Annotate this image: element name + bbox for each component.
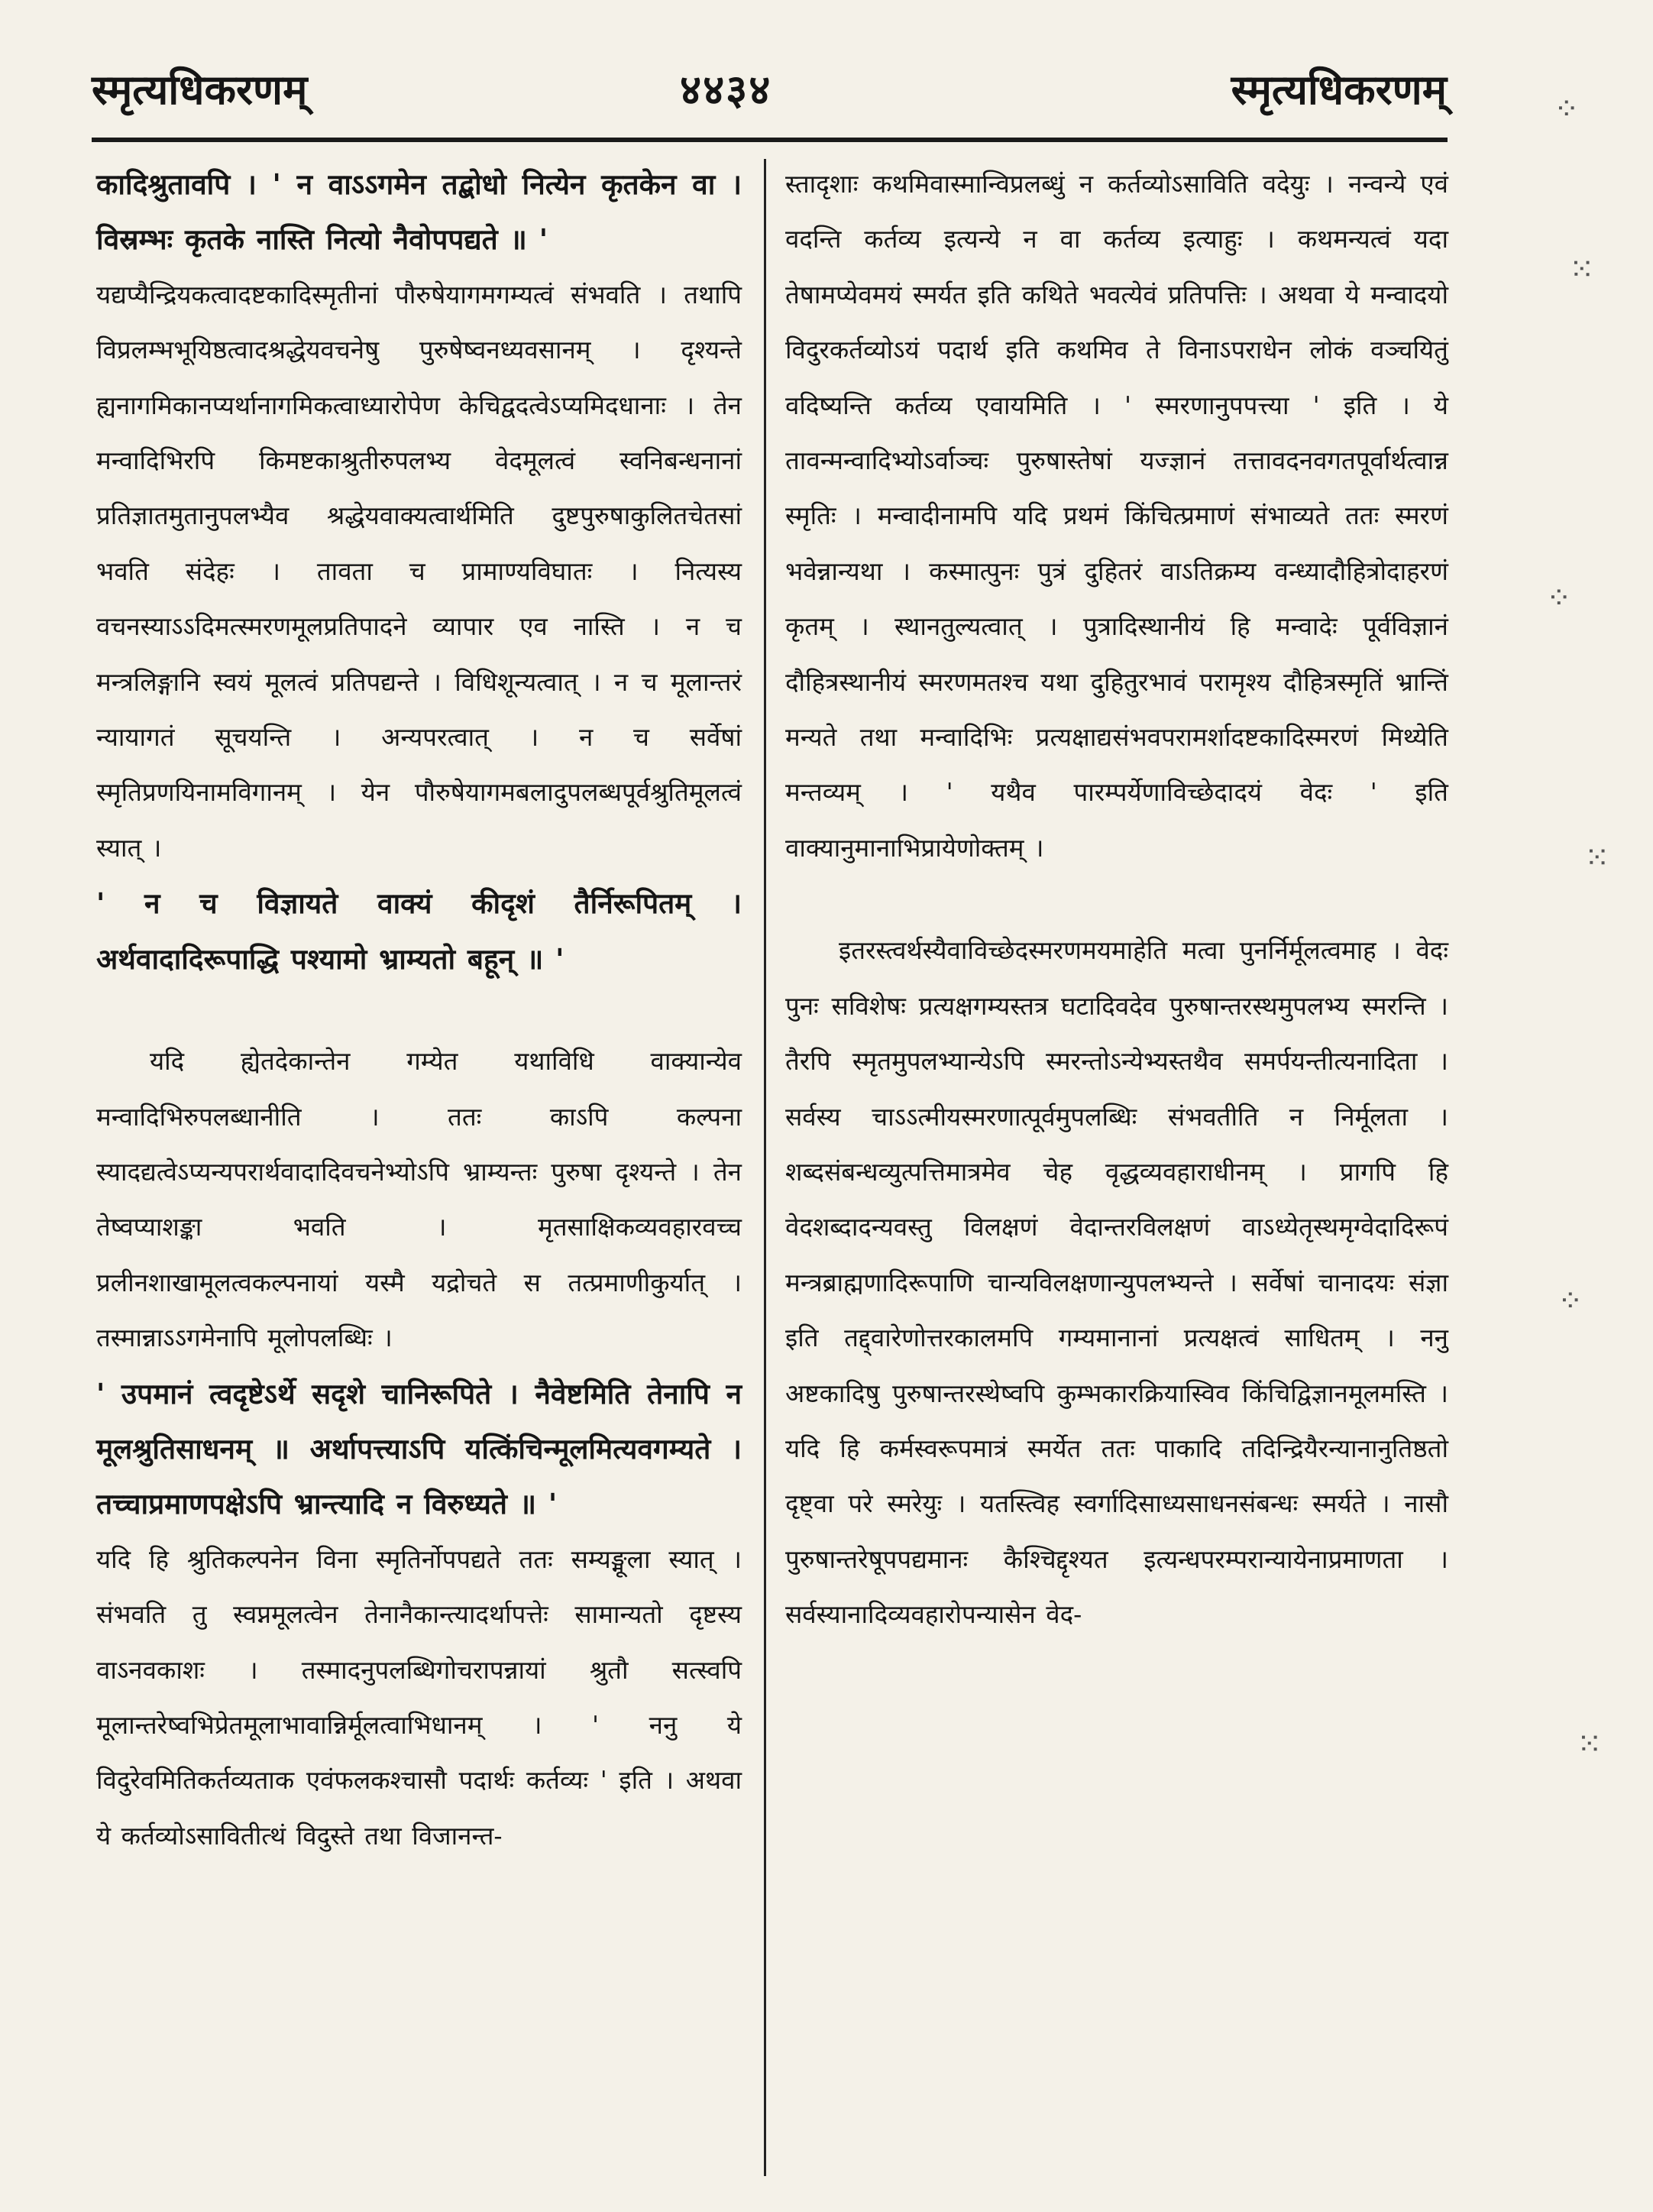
paragraph-gap xyxy=(785,876,1448,923)
scan-speck: ⁙ xyxy=(1569,252,1595,287)
right-column xyxy=(785,157,1448,1643)
scan-speck: ⁘ xyxy=(1554,92,1580,127)
verse-paragraph: कादिश्रुतावपि । ' न वाऽऽगमेन तद्बोधो नित्येन कृतकेन वा । विस्रम्भः कृतके नास्ति नित्यो नैवोपपद्यते ॥ ' xyxy=(96,167,742,257)
prose-paragraph: स्तादृशाः कथमिवास्मान्विप्रलब्धुं न कर्तव्योऽसाविति वदेयुः । नन्वन्ये एवं वदन्ति कर्तव्य इत्यन्ये न वा कर्तव्य इत्याहुः । कथमन्यत्वं यदा तेषामप्येवमयं स्मर्यत इति कथिते भवत्येवं प्रतिपत्तिः । अथवा ये मन्वादयो विदुरकर्तव्योऽयं पदार्थ इति कथमिव ते विनाऽपराधेन लोकं वञ्चयितुं वदिष्यन्ति कर्तव्य एवायमिति । ' स्मरणानुपपत्त्या ' इति । ये तावन्मन्वादिभ्योऽर्वाञ्चः पुरुषास्तेषां यज्ज्ञानं तत्तावदनवगतपूर्वार्थत्वान्न स्मृतिः । मन्वादीनामपि यदि प्रथमं किंचित्प्रमाणं संभाव्यते ततः स्मरणं भवेन्नान्यथा । कस्मात्पुनः पुत्रं दुहितरं वाऽतिक्रम्य वन्ध्यादौहित्रोदाहरणं कृतम् । स्थानतुल्यत्वात् । पुत्रादिस्थानीयं हि मन्वादेः पूर्वविज्ञानं दौहित्रस्थानीयं स्मरणमतश्च यथा दुहितुरभावं परामृश्य दौहित्रस्मृतिं भ्रान्तिं मन्यते तथा मन्वादिभिः प्रत्यक्षाद्यसंभवपरामर्शादष्टकादिस्मरणं मिथ्येति मन्तव्यम् । ' यथैव पारम्पर्येणाविच्छेदादयं वेदः ' इति वाक्यानुमानाभिप्रायेणोक्तम् । xyxy=(785,169,1448,863)
column-divider xyxy=(764,159,766,2176)
verse-paragraph: ' उपमानं त्वदृष्टेऽर्थे सदृशे चानिरूपिते । नैवेष्टमिति तेनापि न मूलश्रुतिसाधनम् ॥ अर्थापत्त्याऽपि यत्किंचिन्मूलमित्यवगम्यते । तच्चाप्रमाणपक्षेऽपि भ्रान्त्यादि न विरुध्यते ॥ ' xyxy=(96,1376,742,1521)
page-number: ४४३४ xyxy=(680,65,772,114)
scan-speck: ⁘ xyxy=(1558,1284,1583,1319)
header-rule xyxy=(92,138,1448,142)
scan-speck: ⁙ xyxy=(1577,1727,1603,1762)
scan-speck: ⁘ xyxy=(1546,581,1572,616)
verse-paragraph: ' न च विज्ञायते वाक्यं कीदृशं तैर्निरूपितम् । अर्थवादादिरूपाद्धि पश्यामो भ्राम्यतो बहून् ॥ ' xyxy=(96,886,742,976)
prose-paragraph: यद्यप्यैन्द्रियकत्वादष्टकादिस्मृतीनां पौरुषेयागमगम्यत्वं संभवति । तथापि विप्रलम्भभूयिष्ठत्वादश्रद्धेयवचनेषु पुरुषेष्वनध्यवसानम् । दृश्यन्ते ह्यनागमिकानप्यर्थानागमिकत्वाध्यारोपेण केचिद्वदत्वेऽप्यमिदधानाः । तेन मन्वादिभिरपि किमष्टकाश्रुतीरुपलभ्य वेदमूलत्वं स्वनिबन्धनानां प्रतिज्ञातमुतानुपलभ्यैव श्रद्धेयवाक्यत्वार्थमिति दुष्टपुरुषाकुलितचेतसां भवति संदेहः । तावता च प्रामाण्यविघातः । नित्यस्य वचनस्याऽऽदिमत्स्मरणमूलप्रतिपादने व्यापार एव नास्ति । न च मन्त्रलिङ्गानि स्वयं मूलत्वं प्रतिपद्यन्ते । विधिशून्यत्वात् । न च मूलान्तरं न्यायागतं सूचयन्ति । अन्यपरत्वात् । न च सर्वेषां स्मृतिप्रणयिनामविगानम् । येन पौरुषेयागमबलादुपलब्धपूर्वश्रुतिमूलत्वं स्यात् । xyxy=(96,279,742,863)
running-header-right: स्मृत्यधिकरणम् xyxy=(1231,65,1447,114)
left-column xyxy=(96,157,742,1864)
prose-paragraph: यदि हि श्रुतिकल्पनेन विना स्मृतिर्नोपपद्यते ततः सम्यङ्मूला स्यात् । संभवति तु स्वप्नमूलत्वेन तेनानैकान्त्यादर्थापत्तेः सामान्यतो दृष्टस्य वाऽनवकाशः । तस्मादनुपलब्धिगोचरापन्नायां श्रुतौ सत्स्वपि मूलान्तरेष्वभिप्रेतमूलाभावान्निर्मूलत्वाभिधानम् । ' ननु ये विदुरेवमितिकर्तव्यताक एवंफलकश्चासौ पदार्थः कर्तव्यः ' इति । अथवा ये कर्तव्योऽसावितीत्थं विदुस्ते तथा विजानन्त- xyxy=(96,1543,742,1851)
prose-paragraph: इतरस्त्वर्थस्यैवाविच्छेदस्मरणमयमाहेति मत्वा पुनर्निर्मूलत्वमाह । वेदः पुनः सविशेषः प्रत्यक्षगम्यस्तत्र घटादिवदेव पुरुषान्तरस्थमुपलभ्य स्मरन्ति । तैरपि स्मृतमुपलभ्यान्येऽपि स्मरन्तोऽन्येभ्यस्तथैव समर्पयन्तीत्यनादिता । सर्वस्य चाऽऽत्मीयस्मरणात्पूर्वमुपलब्धिः संभवतीति न निर्मूलता । शब्दसंबन्धव्युत्पत्तिमात्रमेव चेह वृद्धव्यवहाराधीनम् । प्रागपि हि वेदशब्दादन्यवस्तु विलक्षणं वेदान्तरविलक्षणं वाऽध्येतृस्थमृग्वेदादिरूपं मन्त्रब्राह्मणादिरूपाणि चान्यविलक्षणान्युपलभ्यन्ते । सर्वेषां चानादयः संज्ञा इति तद्द्वारेणोत्तरकालमपि गम्यमानानां प्रत्यक्षत्वं साधितम् । ननु अष्टकादिषु पुरुषान्तरस्थेष्वपि कुम्भकारक्रियास्विव किंचिद्विज्ञानमूलमस्ति । यदि हि कर्मस्वरूपमात्रं स्मर्येत ततः पाकादि तदिन्द्रियैरन्यानानुतिष्ठतो दृष्ट्वा परे स्मरेयुः । यतस्त्विह स्वर्गादिसाध्यसाधनसंबन्धः स्मर्यते । नासौ पुरुषान्तरेषूपपद्यमानः कैश्चिद्दृश्यत इत्यन्धपरम्परान्यायेनाप्रमाणता । सर्वस्यानादिव्यवहारोपन्यासेन वेद- xyxy=(785,935,1448,1630)
prose-paragraph: यदि ह्येतदेकान्तेन गम्येत यथाविधि वाक्यान्येव मन्वादिभिरुपलब्धानीति । ततः काऽपि कल्पना स्यादद्यत्वेऽप्यन्यपरार्थवादादिवचनेभ्योऽपि भ्राम्यन्तः पुरुषा दृश्यन्ते । तेन तेष्वप्याशङ्का भवति । मृतसाक्षिकव्यवहारवच्च प्रलीनशाखामूलत्वकल्पनायां यस्मै यद्रोचते स तत्प्रमाणीकुर्यात् । तस्मान्नाऽऽगमेनापि मूलोपलब्धिः । xyxy=(96,1046,742,1353)
running-header-left: स्मृत्यधिकरणम् xyxy=(92,65,308,114)
scan-edge-noise xyxy=(1523,0,1653,2212)
paragraph-gap xyxy=(96,986,742,1034)
scan-speck: ⁙ xyxy=(1584,840,1610,876)
